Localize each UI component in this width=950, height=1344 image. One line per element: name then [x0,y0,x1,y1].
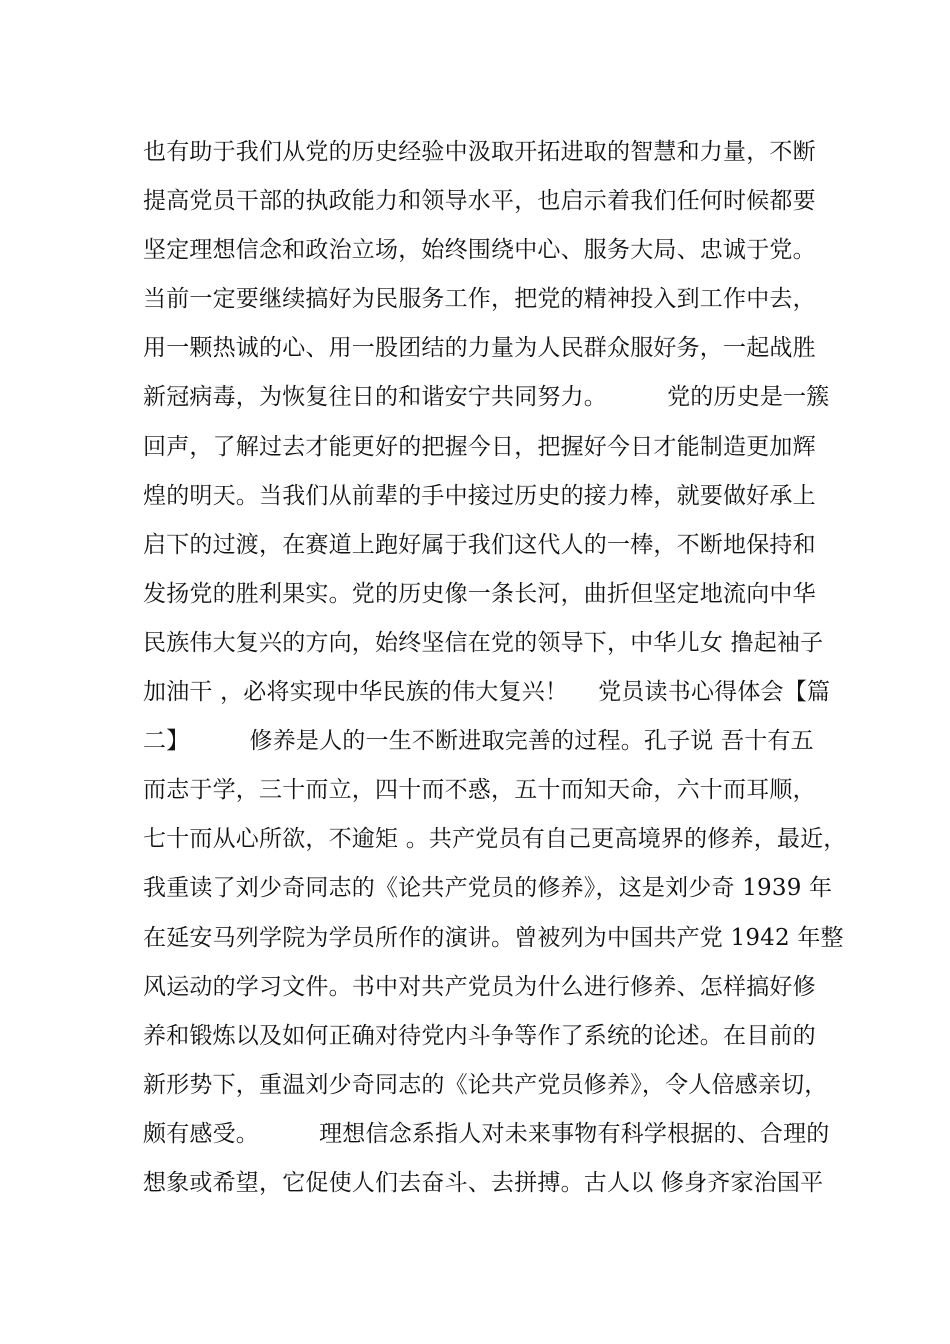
text-line: 用一颗热诚的心、用一股团结的力量为人民群众服好务，一起战胜 [143,335,816,362]
text-line: 也有助于我们从党的历史经验中汲取开拓进取的智慧和力量，不断 [143,139,816,165]
text-line: 二】 修养是人的一生不断进取完善的过程。孔子说 吾十有五 [143,728,814,755]
text-line: 民族伟大复兴的方向，始终坚信在党的领导下，中华儿女 撸起袖子 [143,629,824,656]
text-line: 提高党员干部的执政能力和领导水平，也启示着我们任何时候都要 [143,188,816,215]
text-line: 风运动的学习文件。书中对共产党员为什么进行修养、怎样搞好修 [143,973,816,1000]
text-line: 新形势下，重温刘少奇同志的《论共产党员修养》，令人倍感亲切， [143,1071,828,1098]
text-line: 养和锻炼以及如何正确对待党内斗争等作了系统的论述。在目前的 [143,1022,816,1049]
text-line: 煌的明天。当我们从前辈的手中接过历史的接力棒，就要做好承上 [143,482,816,509]
text-line: 我重读了刘少奇同志的《论共产党员的修养》，这是刘少奇 1939 年 [143,875,833,902]
text-line: 想象或希望，它促使人们去奋斗、去拼搏。古人以 修身齐家治国平 [143,1169,824,1196]
text-line: 加油干 ，必将实现中华民族的伟大复兴！ 党员读书心得体会【篇 [143,679,831,706]
text-line: 坚定理想信念和政治立场，始终围绕中心、服务大局、忠诚于党。 [143,237,816,264]
text-line: 七十而从心所欲，不逾矩 。共产党员有自己更高境界的修养，最近， [143,826,847,853]
text-line: 当前一定要继续搞好为民服务工作，把党的精神投入到工作中去， [143,286,816,313]
body-text [143,128,847,1208]
text-line: 而志于学，三十而立，四十而不惑，五十而知天命，六十而耳顺， [143,777,816,804]
text-line: 回声，了解过去才能更好的把握今日，把握好今日才能制造更加辉 [143,433,816,460]
text-line: 颇有感受。 理想信念系指人对未来事物有科学根据的、合理的 [143,1120,830,1147]
text-line: 发扬党的胜利果实。党的历史像一条长河，曲折但坚定地流向中华 [143,580,816,607]
text-line: 新冠病毒，为恢复往日的和谐安宁共同努力。 党的历史是一簇 [143,384,830,411]
text-line: 启下的过渡，在赛道上跑好属于我们这代人的一棒，不断地保持和 [143,531,816,558]
text-line: 在延安马列学院为学员所作的演讲。曾被列为中国共产党 1942 年整 [143,924,844,951]
